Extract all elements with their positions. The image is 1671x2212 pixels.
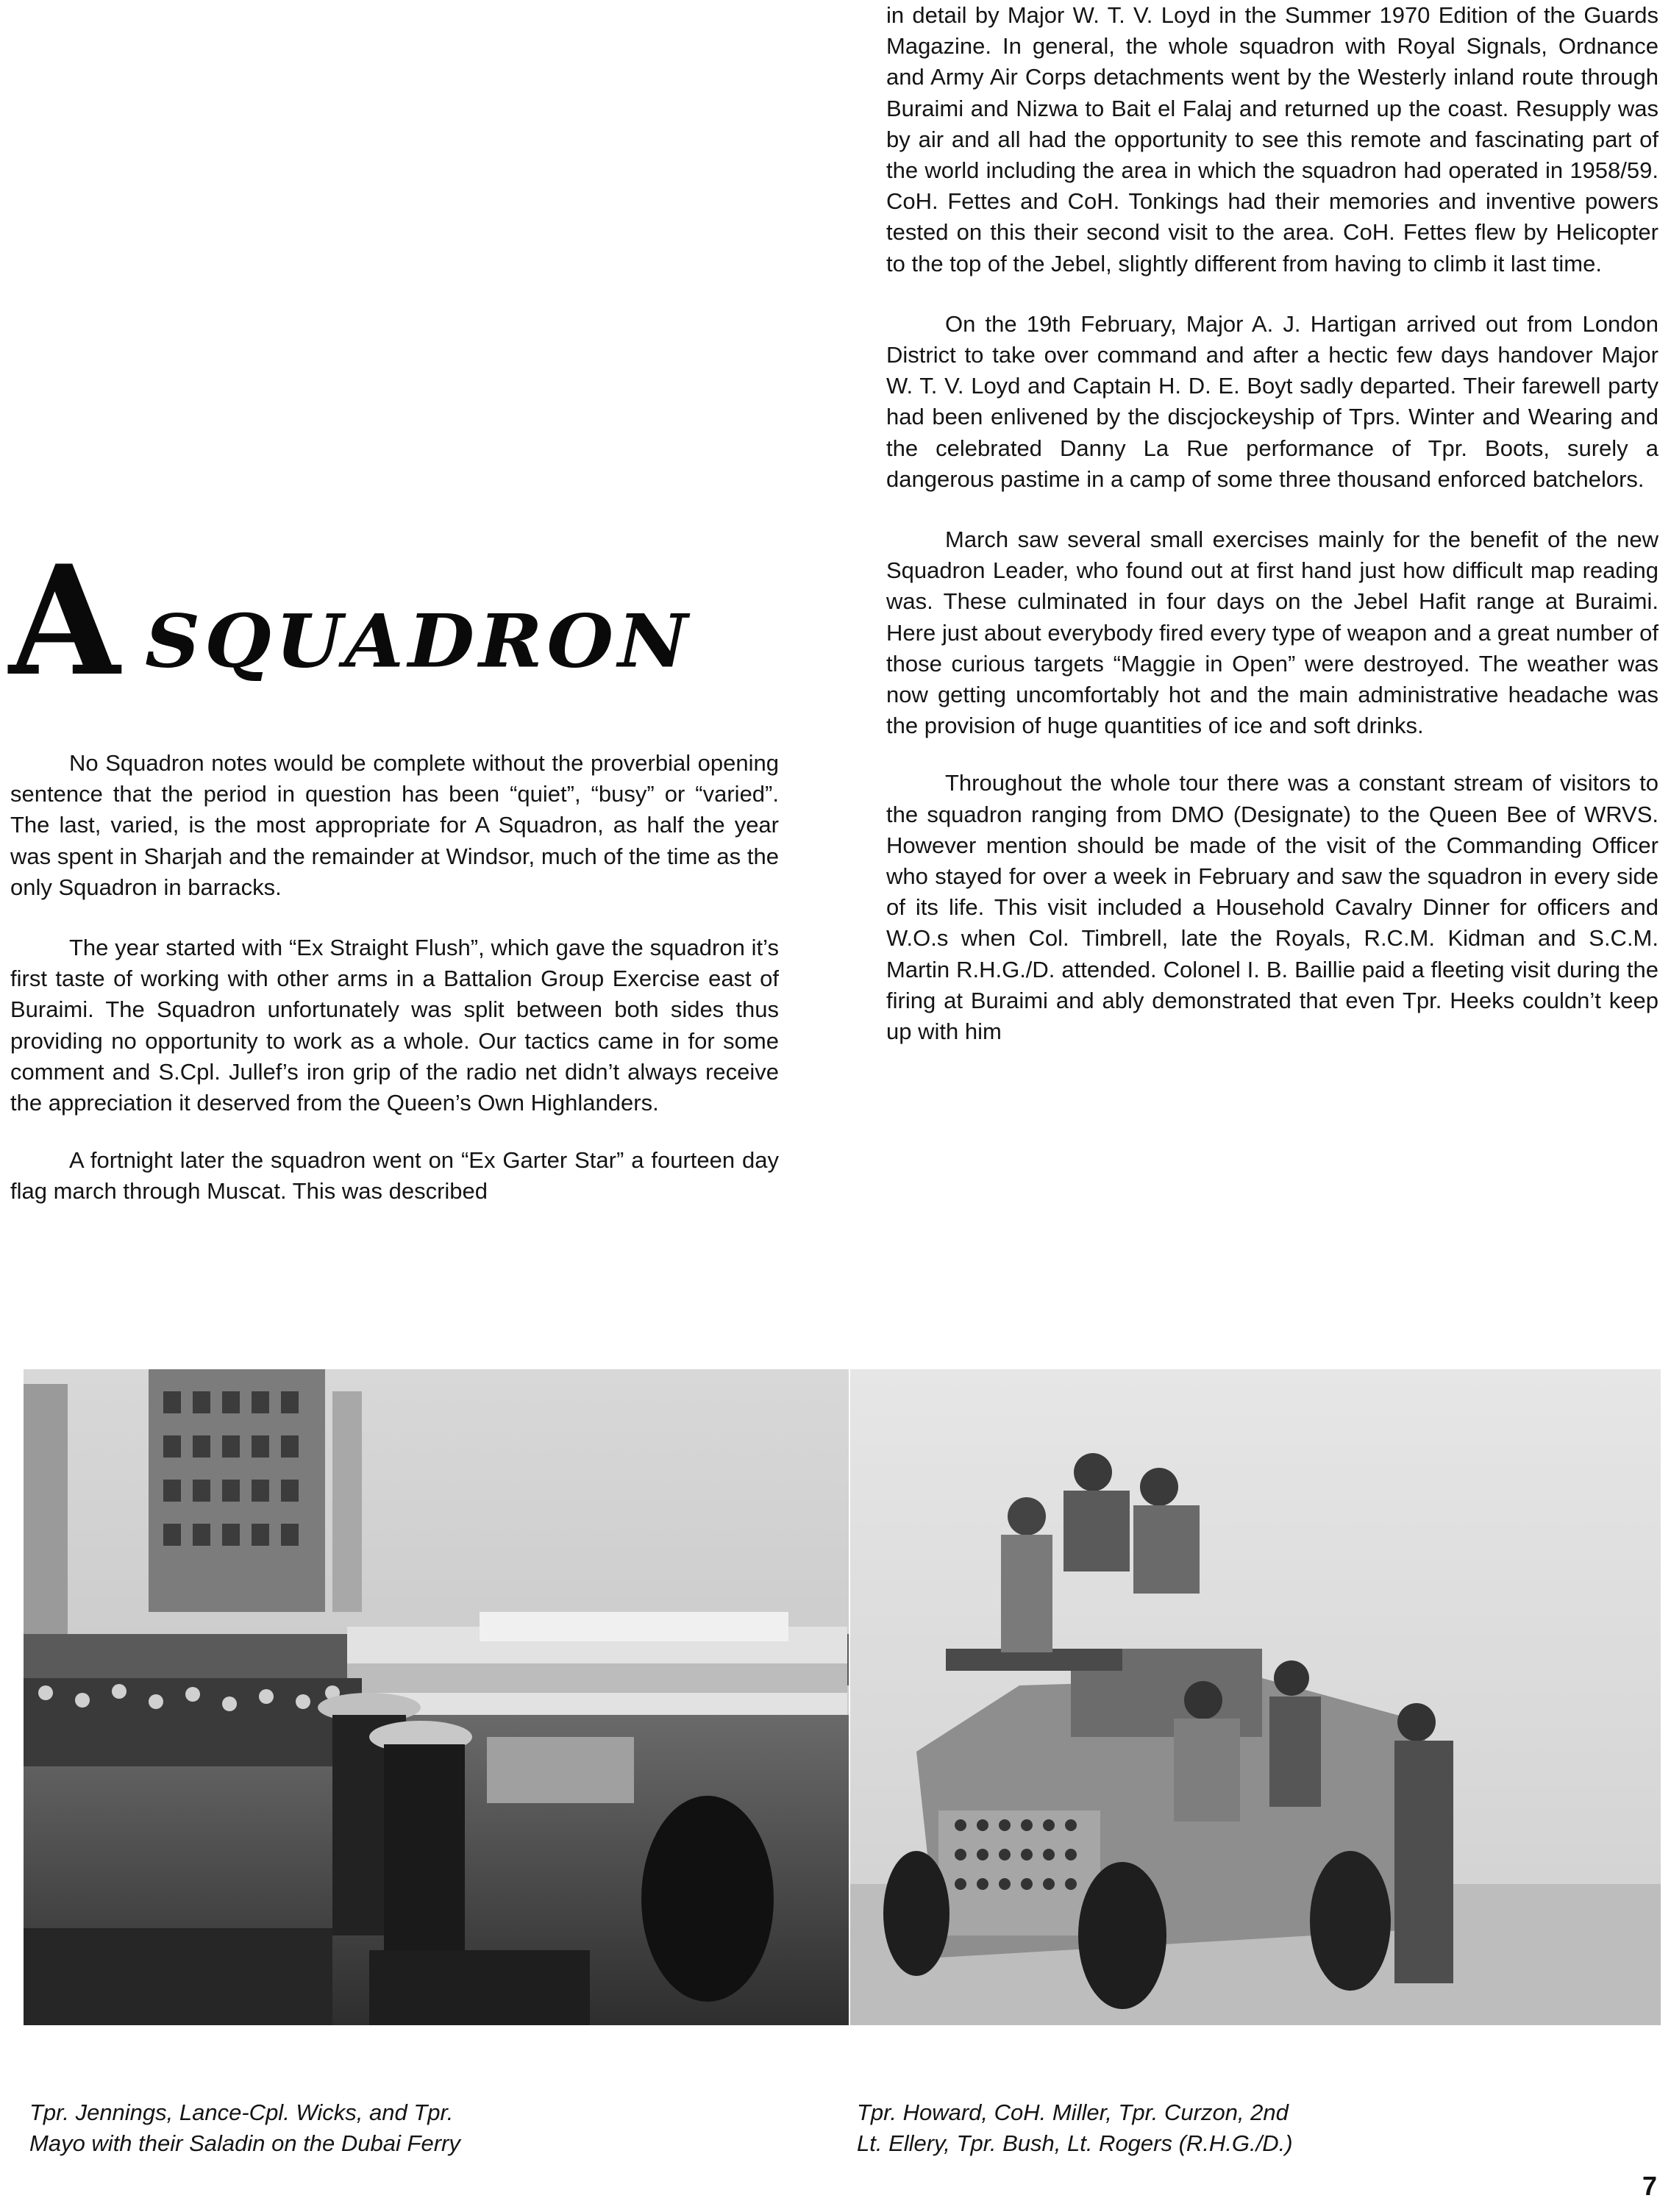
photo-caption-right	[857, 2097, 1416, 2159]
ferry-photo	[24, 1369, 849, 2025]
right-text-column	[886, 0, 1658, 1047]
caption-line: Tpr. Jennings, Lance-Cpl. Wicks, and Tpr.	[29, 2099, 454, 2125]
caption-line: Mayo with their Saladin on the Dubai Ferry	[29, 2130, 460, 2156]
section-heading	[9, 533, 788, 710]
caption-line: Tpr. Howard, CoH. Miller, Tpr. Curzon, 2nd	[857, 2099, 1289, 2125]
heading-initial: A	[9, 533, 116, 710]
ferry-photo-image	[24, 1369, 849, 2025]
paragraph: Throughout the whole tour there was a constant stream of visitors to the squadron ranging from DMO (Designate) to the Queen Bee of WRVS. However mention should be made of the visit of the Commanding Officer who stayed for over a week in February and saw the squadron in every side of its life. This visit included a Household Cavalry Dinner for officers and W.O.s when Col. Timbrell, late the Royals, R.C.M. Kidman and S.C.M. Martin R.H.G./D. attended. Colonel I. B. Baillie paid a fleeting visit during the firing at Buraimi and ably demonstrated that even Tpr. Heeks couldn’t keep up with him	[886, 770, 1658, 1045]
paragraph: No Squadron notes would be complete without the proverbial opening sentence that the period in question has been “quiet”, “busy” or “varied”. The last, varied, is the most appropriate for A Squadron, as half the year was spent in Sharjah and the remainder at Windsor, much of the time as the only Squadron in barracks.	[10, 750, 779, 900]
armoured-car-photo-image	[850, 1369, 1661, 2025]
paragraph: On the 19th February, Major A. J. Hartigan arrived out from London District to take over command and after a hectic few days handover Major W. T. V. Loyd and Captain H. D. E. Boyt sadly departed. Their farewell party had been enlivened by the discjockeyship of Tprs. Winter and Wearing and the celebrated Danny La Rue performance of Tpr. Boots, surely a dangerous pastime in a camp of some three thousand enforced batchelors.	[886, 310, 1658, 492]
heading-title: SQUADRON	[145, 598, 693, 685]
paragraph: March saw several small exercises mainly for the benefit of the new Squadron Leader, who found out at first hand just how difficult map reading was. These culminated in four days on the Jebel Hafit range at Buraimi. Here just about everybody fired every type of weapon and a great number of those curious targets “Maggie in Open” were destroyed. The weather was now getting uncomfortably hot and the main administrative headache was the provision of huge quantities of ice and soft drinks.	[886, 527, 1658, 739]
paragraph: The year started with “Ex Straight Flush”, which gave the squadron it’s first taste of working with other arms in a Battalion Group Exercise east of Buraimi. The Squadron unfortunately was split between both sides thus providing no opportunity to work as a whole. Our tactics came in for some comment and S.Cpl. Jullef’s iron grip of the radio net didn’t always receive the appreciation it deserved from the Queen’s Own Highlanders.	[10, 935, 779, 1116]
caption-line: Lt. Ellery, Tpr. Bush, Lt. Rogers (R.H.G./D.)	[857, 2130, 1293, 2156]
left-text-column	[10, 748, 779, 1207]
photo-caption-left	[29, 2097, 588, 2159]
paragraph: A fortnight later the squadron went on “Ex Garter Star” a fourteen day flag march through Muscat. This was described	[10, 1147, 779, 1205]
paragraph: in detail by Major W. T. V. Loyd in the Summer 1970 Edition of the Guards Magazine. In general, the whole squadron with Royal Signals, Ordnance and Army Air Corps detachments went by the Westerly inland route through Buraimi and Nizwa to Bait el Falaj and returned up the coast. Resupply was by air and all had the opportunity to see this remote and fascinating part of the world including the area in which the squadron had operated in 1958/59. CoH. Fettes and CoH. Tonkings had their memories and inventive powers tested on this their second visit to the area. CoH. Fettes flew by Helicopter to the top of the Jebel, slightly different from having to climb it last time.	[886, 2, 1658, 276]
page-number: 7	[1642, 2171, 1658, 2201]
armoured-car-photo	[850, 1369, 1661, 2025]
